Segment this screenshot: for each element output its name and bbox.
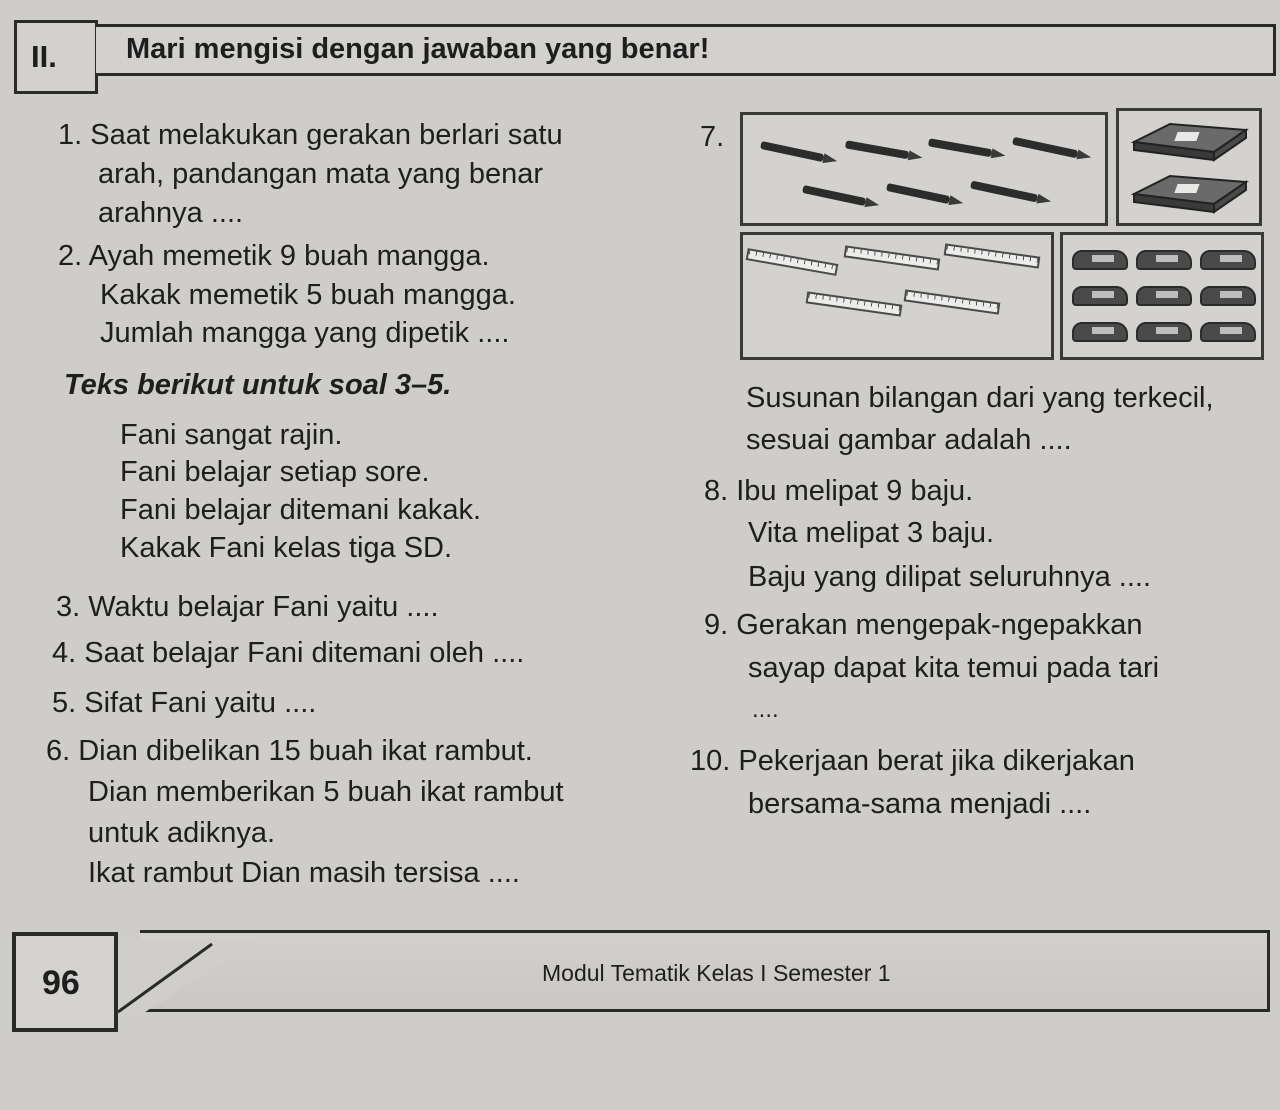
- q9-line-2: sayap dapat kita temui pada tari: [748, 652, 1160, 684]
- eraser: [1072, 322, 1128, 342]
- passage-line-1: Fani sangat rajin.: [120, 419, 343, 451]
- q7-line-2: sesuai gambar adalah ....: [746, 424, 1072, 456]
- eraser: [1072, 286, 1128, 306]
- section-number: II.: [14, 20, 98, 94]
- q8-line-2: Vita melipat 3 baju.: [748, 517, 995, 549]
- q10-line-2: bersama-sama menjadi ....: [748, 788, 1092, 820]
- q2-line-2: Kakak memetik 5 buah mangga.: [100, 279, 516, 311]
- q2-line-1: 2. Ayah memetik 9 buah mangga.: [58, 240, 490, 272]
- q6-line-3: untuk adiknya.: [88, 817, 276, 849]
- footer-slant: [108, 940, 258, 1014]
- passage-line-4: Kakak Fani kelas tiga SD.: [120, 532, 453, 564]
- passage-line-3: Fani belajar ditemani kakak.: [120, 494, 482, 526]
- q4-text: 4. Saat belajar Fani ditemani oleh ....: [52, 637, 525, 669]
- section-title: Mari mengisi dengan jawaban yang benar!: [96, 24, 1276, 76]
- q9-line-1: 9. Gerakan mengepak-ngepakkan: [704, 609, 1143, 641]
- q7-line-1: Susunan bilangan dari yang terkecil,: [746, 382, 1214, 414]
- q2-line-3: Jumlah mangga yang dipetik ....: [100, 317, 510, 349]
- q1-line-1: 1. Saat melakukan gerakan berlari satu: [58, 119, 563, 151]
- passage-line-2: Fani belajar setiap sore.: [120, 456, 430, 488]
- q6-line-1: 6. Dian dibelikan 15 buah ikat rambut.: [46, 735, 533, 767]
- q1-line-2: arah, pandangan mata yang benar: [98, 158, 544, 190]
- q3-text: 3. Waktu belajar Fani yaitu ....: [56, 591, 439, 623]
- q1-line-3: arahnya ....: [98, 197, 244, 229]
- eraser: [1200, 250, 1256, 270]
- book: [1130, 120, 1250, 162]
- q6-line-4: Ikat rambut Dian masih tersisa ....: [88, 857, 520, 889]
- page-number: 96: [12, 932, 118, 1032]
- footer-title: Modul Tematik Kelas I Semester 1: [542, 960, 891, 986]
- q5-text: 5. Sifat Fani yaitu ....: [52, 687, 317, 719]
- eraser: [1136, 250, 1192, 270]
- q6-line-2: Dian memberikan 5 buah ikat rambut: [88, 776, 564, 808]
- eraser: [1136, 322, 1192, 342]
- passage-heading: Teks berikut untuk soal 3–5.: [64, 369, 452, 401]
- eraser: [1072, 250, 1128, 270]
- q9-line-3: ....: [752, 696, 779, 723]
- q10-line-1: 10. Pekerjaan berat jika dikerjakan: [690, 745, 1135, 777]
- q7-number: 7.: [700, 121, 725, 153]
- q8-line-3: Baju yang dilipat seluruhnya ....: [748, 561, 1152, 593]
- pencil-frame: [740, 112, 1108, 226]
- book: [1130, 172, 1250, 216]
- q8-line-1: 8. Ibu melipat 9 baju.: [704, 475, 974, 507]
- eraser: [1200, 286, 1256, 306]
- eraser: [1200, 322, 1256, 342]
- eraser: [1136, 286, 1192, 306]
